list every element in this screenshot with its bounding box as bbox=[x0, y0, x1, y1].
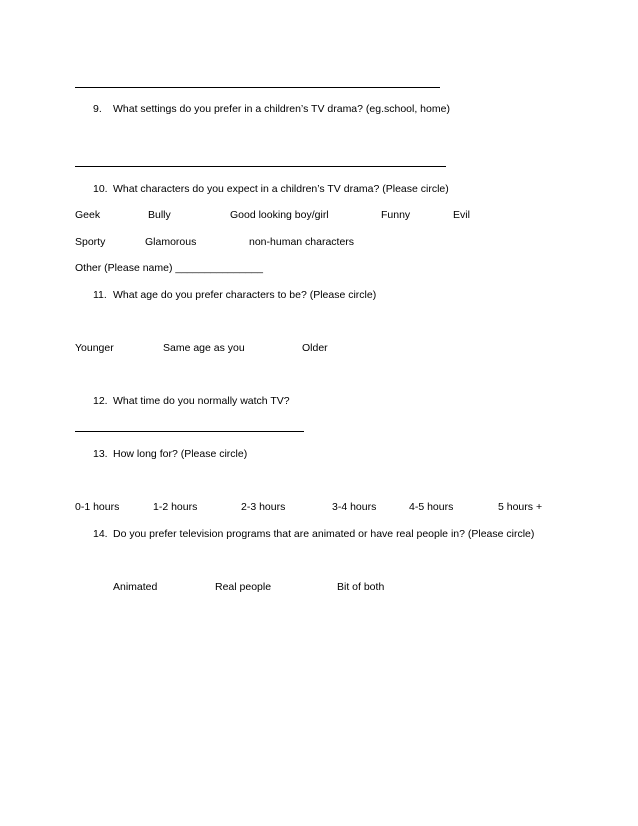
q10-number: 10. bbox=[93, 183, 108, 195]
q11-option-older[interactable]: Older bbox=[302, 342, 328, 354]
q13-text: How long for? (Please circle) bbox=[113, 448, 248, 460]
q13-number: 13. bbox=[93, 448, 108, 460]
q13-option-0-1[interactable]: 0-1 hours bbox=[75, 501, 120, 513]
q12-number: 12. bbox=[93, 395, 108, 407]
q13-option-1-2[interactable]: 1-2 hours bbox=[153, 501, 198, 513]
q13-option-2-3[interactable]: 2-3 hours bbox=[241, 501, 286, 513]
q13-option-5-plus[interactable]: 5 hours + bbox=[498, 501, 543, 513]
q14-number: 14. bbox=[93, 528, 108, 540]
q13-option-3-4[interactable]: 3-4 hours bbox=[332, 501, 377, 513]
q11-option-younger[interactable]: Younger bbox=[75, 342, 114, 354]
q9-number: 9. bbox=[93, 103, 102, 115]
q9-text: What settings do you prefer in a children’s TV drama? (eg.school, home) bbox=[113, 103, 450, 115]
q10-option-glamorous[interactable]: Glamorous bbox=[145, 236, 197, 248]
q14-option-animated[interactable]: Animated bbox=[113, 581, 158, 593]
q10-option-sporty[interactable]: Sporty bbox=[75, 236, 106, 248]
q10-text: What characters do you expect in a children’s TV drama? (Please circle) bbox=[113, 183, 449, 195]
q10-other-field[interactable]: Other (Please name) _______________ bbox=[75, 262, 263, 274]
q11-text: What age do you prefer characters to be? (Please circle) bbox=[113, 289, 377, 301]
q14-option-real-people[interactable]: Real people bbox=[215, 581, 272, 593]
answer-line-q12 bbox=[75, 431, 304, 432]
answer-line-q8 bbox=[75, 87, 440, 88]
q10-option-evil[interactable]: Evil bbox=[453, 209, 470, 221]
q10-option-non-human[interactable]: non-human characters bbox=[249, 236, 355, 248]
q14-text: Do you prefer television programs that are animated or have real people in? (Please circle) bbox=[113, 528, 535, 540]
q10-option-bully[interactable]: Bully bbox=[148, 209, 171, 221]
q10-option-good-looking[interactable]: Good looking boy/girl bbox=[230, 209, 329, 221]
q12-text: What time do you normally watch TV? bbox=[113, 395, 290, 407]
q10-option-funny[interactable]: Funny bbox=[381, 209, 411, 221]
q14-option-bit-of-both[interactable]: Bit of both bbox=[337, 581, 385, 593]
answer-line-q9 bbox=[75, 166, 446, 167]
q11-number: 11. bbox=[93, 289, 107, 301]
q13-option-4-5[interactable]: 4-5 hours bbox=[409, 501, 454, 513]
q11-option-same-age[interactable]: Same age as you bbox=[163, 342, 245, 354]
q10-option-geek[interactable]: Geek bbox=[75, 209, 101, 221]
